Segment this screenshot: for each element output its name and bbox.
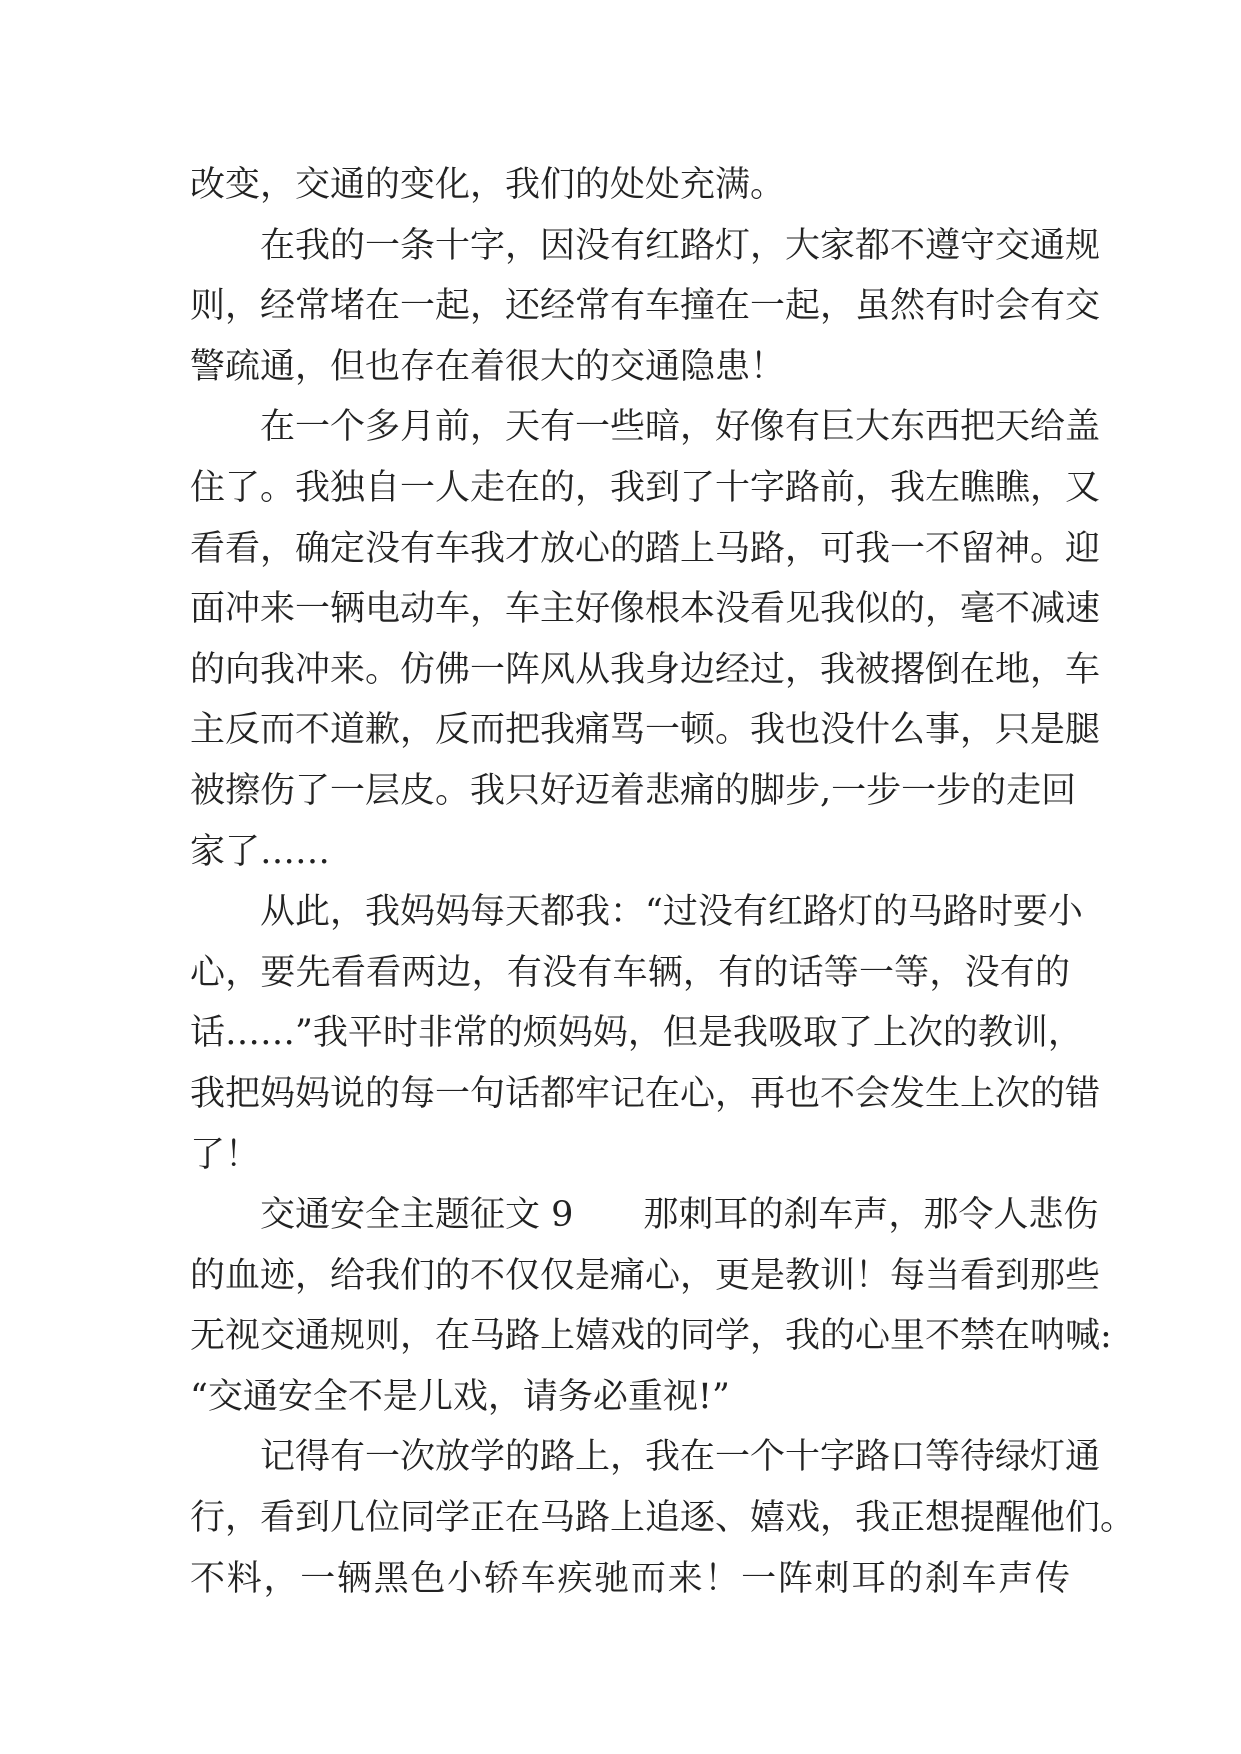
text-line: 看看，确定没有车我才放心的踏上马路，可我一不留神。迎 <box>190 528 1101 569</box>
text-line: 改变，交通的变化，我们的处处充满。 <box>190 165 786 205</box>
text-line: 住了。我独自一人走在的，我到了十字路前，我左瞧瞧，又 <box>190 467 1101 508</box>
text-line: 主反而不道歉，反而把我痛骂一顿。我也没什么事，只是腿 <box>190 710 1101 751</box>
text-line: 面冲来一辆电动车，车主好像根本没看见我似的，毫不减速 <box>190 589 1101 630</box>
text-line: 心，要先看看两边，有没有车辆，有的话等一等，没有的 <box>190 952 1070 993</box>
text-line: 记得有一次放学的路上，我在一个十字路口等待绿灯通 <box>260 1437 1101 1478</box>
text-line: 从此，我妈妈每天都我：“过没有红路灯的马路时要小 <box>260 892 1083 933</box>
text-line: 交通安全主题征文 9 那刺耳的刹车声，那令人悲伤 <box>260 1195 1099 1236</box>
text-line: 我把妈妈说的每一句话都牢记在心，再也不会发生上次的错 <box>190 1073 1101 1114</box>
text-line: 不料，一辆黑色小轿车疾驰而来！一阵刺耳的刹车声传 <box>190 1558 1070 1599</box>
text-line: 行，看到几位同学正在马路上追逐、嬉戏，我正想提醒他们。 <box>190 1498 1136 1539</box>
body-text <box>190 155 1136 1609</box>
text-line: 话……”我平时非常的烦妈妈，但是我吸取了上次的教训， <box>190 1013 1083 1054</box>
text-line: 家了…… <box>190 831 331 872</box>
text-line: 了！ <box>190 1134 261 1175</box>
text-line: 被擦伤了一层皮。我只好迈着悲痛的脚步,一步一步的走回 <box>190 770 1077 811</box>
text-line: 无视交通规则，在马路上嬉戏的同学，我的心里不禁在呐喊: <box>190 1316 1112 1357</box>
text-line: 警疏通，但也存在着很大的交通隐患！ <box>190 346 786 387</box>
text-line: “交通安全不是儿戏，请务必重视!” <box>190 1376 730 1417</box>
text-line: 在一个多月前，天有一些暗，好像有巨大东西把天给盖 <box>260 407 1101 448</box>
text-line: 的向我冲来。仿佛一阵风从我身边经过，我被撂倒在地，车 <box>190 649 1101 690</box>
text-line: 在我的一条十字，因没有红路灯，大家都不遵守交通规 <box>260 225 1101 266</box>
text-line: 的血迹，给我们的不仅仅是痛心，更是教训！每当看到那些 <box>190 1255 1101 1296</box>
text-line: 则，经常堵在一起，还经常有车撞在一起，虽然有时会有交 <box>190 286 1101 327</box>
